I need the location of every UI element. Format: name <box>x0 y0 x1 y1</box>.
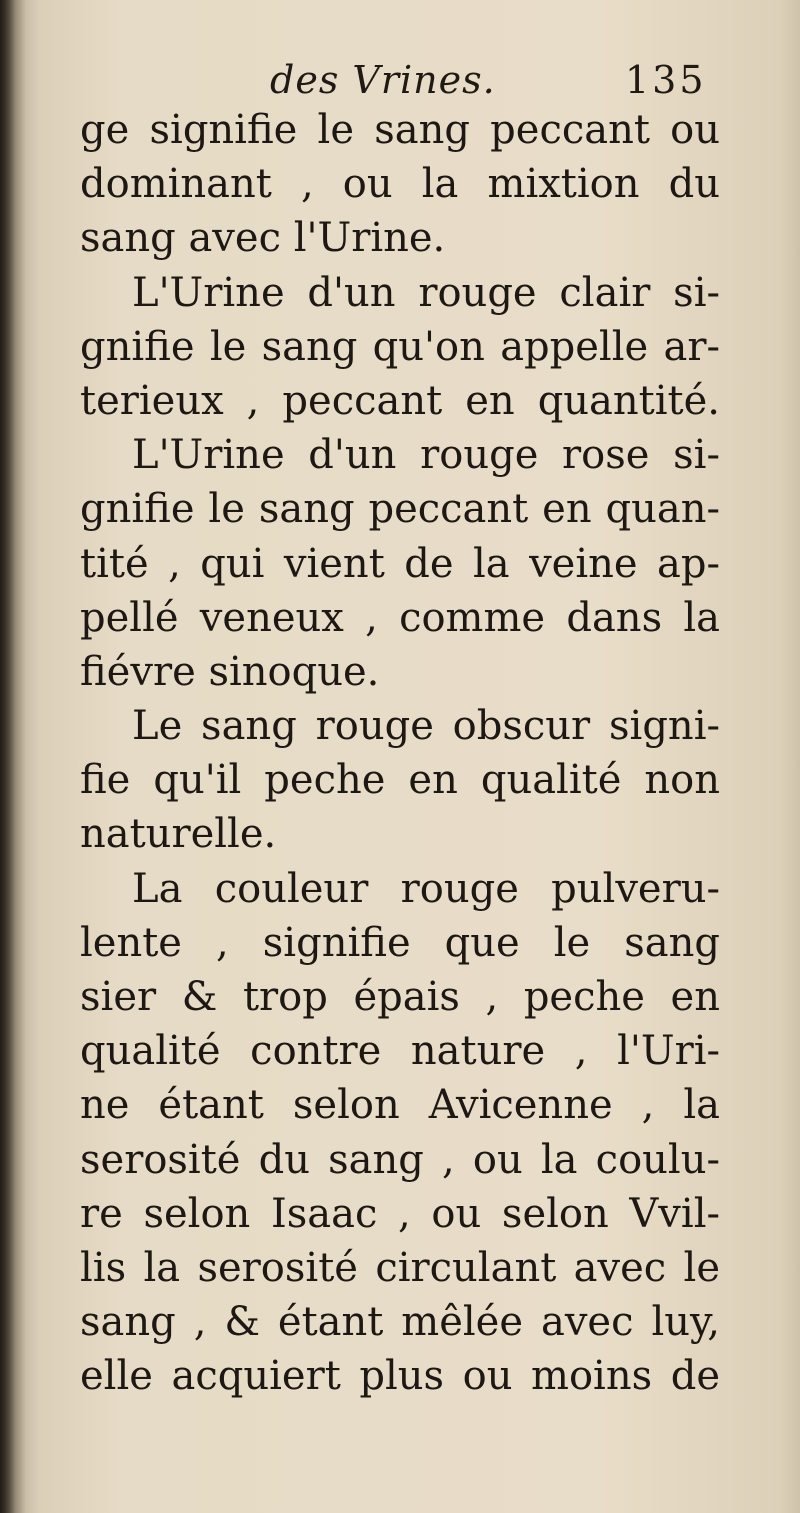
text-line: fie qu'il peche en qualité non <box>80 757 720 804</box>
running-title: des Vrines. <box>270 58 496 102</box>
text-line: tité , qui vient de la veine ap- <box>80 540 720 587</box>
text-line: sang avec l'Urine. <box>80 215 446 262</box>
binding-gutter <box>0 0 26 1513</box>
text-line: dominant , ou la mixtion du <box>80 161 720 208</box>
text-line: fiévre sinoque. <box>80 648 380 695</box>
text-line: terieux , peccant en quantité. <box>80 377 720 424</box>
text-line: L'Urine d'un rouge clair si- <box>132 269 720 316</box>
text-line: pellé veneux , comme dans la <box>80 594 720 641</box>
text-line: gnifie le sang peccant en quan- <box>80 486 720 533</box>
text-line: sier & trop épais , peche en <box>80 974 720 1020</box>
text-line: ne étant selon Avicenne , la <box>80 1082 720 1129</box>
text-line: sang , & étant mêlée avec luy, <box>80 1299 720 1346</box>
text-line: lente , signifie que le sang <box>80 919 720 966</box>
text-line: L'Urine d'un rouge rose si- <box>132 432 720 479</box>
text-line: ge signifie le sang peccant ou <box>80 107 720 153</box>
text-line: qualité contre nature , l'Uri- <box>80 1028 720 1075</box>
text-line: re selon Isaac , ou selon Vvil- <box>80 1190 720 1237</box>
page-number: 135 <box>625 58 707 102</box>
text-line: Le sang rouge obscur signi- <box>132 703 720 750</box>
body-text <box>80 103 720 1404</box>
text-line: serosité du sang , ou la coulu- <box>80 1136 720 1183</box>
text-line: gnifie le sang qu'on appelle ar- <box>80 323 720 370</box>
text-line: lis la serosité circulant avec le <box>80 1244 720 1291</box>
text-line: elle acquiert plus ou moins de <box>80 1353 720 1400</box>
text-line: La couleur rouge pulveru- <box>132 865 720 912</box>
text-line: naturelle. <box>80 811 277 858</box>
